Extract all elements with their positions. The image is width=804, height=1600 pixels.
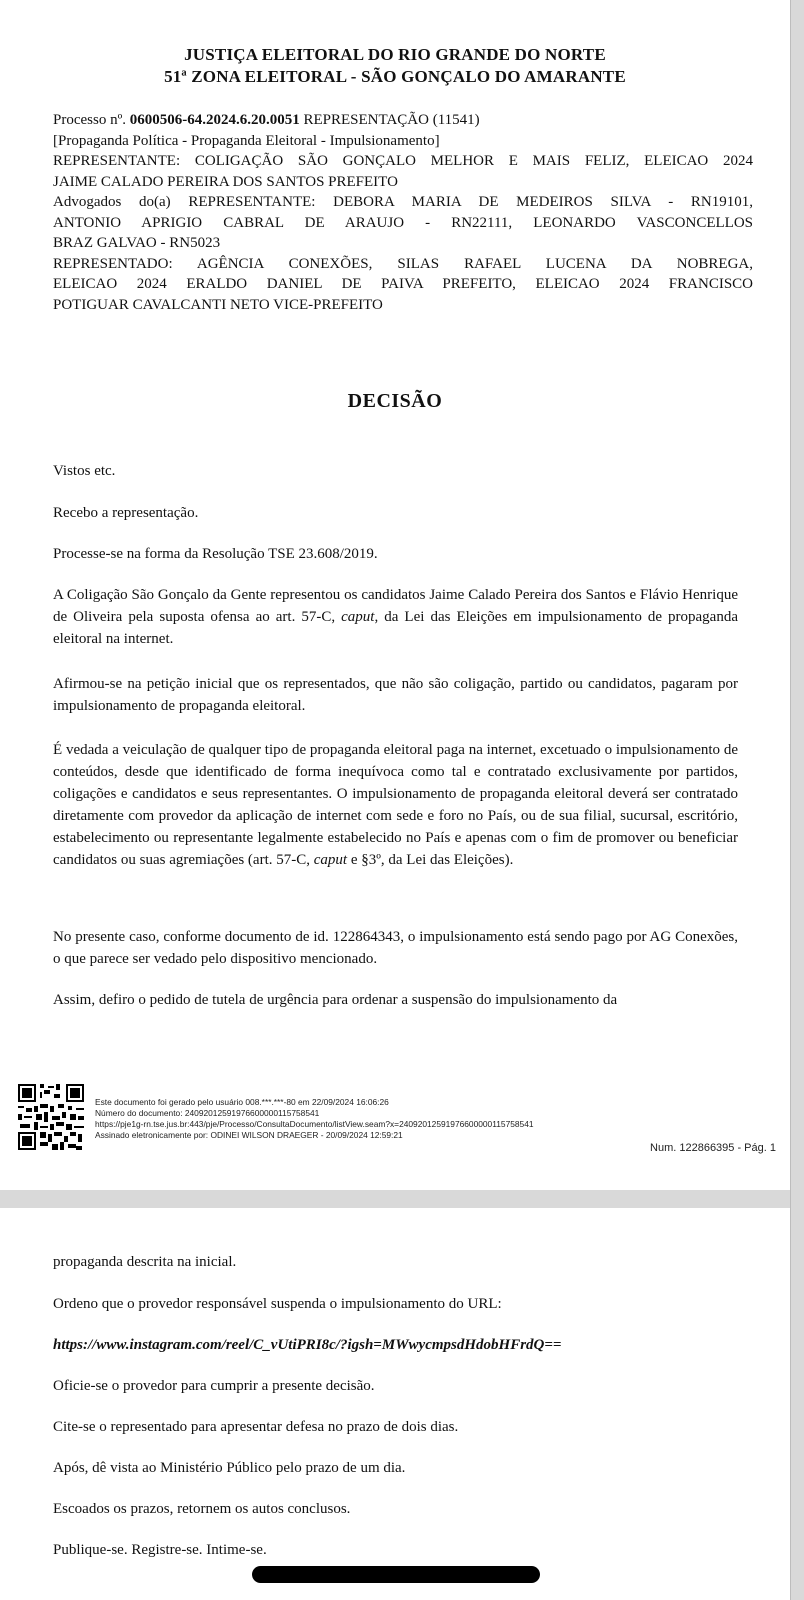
decision-title: DECISÃO bbox=[347, 390, 443, 412]
paragraph-processe: Processe-se na forma da Resolução TSE 23.608/2019. bbox=[53, 546, 378, 562]
paragraph-propaganda: propaganda descrita na inicial. bbox=[53, 1254, 237, 1270]
footer-url: https://pje1g-rn.tse.jus.br:443/pje/Processo/ConsultaDocumento/listView.seam?x=24092012591976600000115758541 bbox=[95, 1119, 534, 1129]
caput-italic: caput bbox=[313, 852, 348, 868]
paragraph-recebo: Recebo a representação. bbox=[53, 505, 199, 521]
representado-line-1: REPRESENTADO: AGÊNCIA CONEXÕES, SILAS RAFAEL LUCENA DA NOBREGA, bbox=[53, 255, 753, 272]
paragraph-apos: Após, dê vista ao Ministério Público pelo prazo de um dia. bbox=[53, 1460, 406, 1476]
advogados-line-1: Advogados do(a) REPRESENTANTE: DEBORA MARIA DE MEDEIROS SILVA - RN19101, bbox=[53, 194, 753, 210]
representado-line-2: ELEICAO 2024 ERALDO DANIEL DE PAIVA PREFEITO, ELEICAO 2024 FRANCISCO bbox=[53, 276, 753, 292]
footer-document-number: Número do documento: 24092012591976600000115758541 bbox=[95, 1108, 320, 1118]
paragraph-oficie: Oficie-se o provedor para cumprir a presente decisão. bbox=[53, 1378, 375, 1394]
electoral-zone: 51ª ZONA ELEITORAL - SÃO GONÇALO DO AMARANTE bbox=[164, 67, 626, 86]
paragraph-vedada bbox=[53, 739, 738, 871]
instagram-url: https://www.instagram.com/reel/C_vUtiPRI8c/?igsh=MWwycmpsdHdobHFrdQ== bbox=[53, 1337, 562, 1353]
paragraph-cite: Cite-se o representado para apresentar defesa no prazo de dois dias. bbox=[53, 1419, 459, 1435]
subject-line: [Propaganda Política - Propaganda Eleitoral - Impulsionamento] bbox=[53, 132, 440, 149]
paragraph-afirmou: Afirmou-se na petição inicial que os representados, que não são coligação, partido ou candidatos, pagaram por impulsionamento de propaganda eleitoral. bbox=[53, 676, 738, 714]
process-type: REPRESENTAÇÃO (11541) bbox=[303, 112, 480, 128]
process-line bbox=[53, 110, 753, 131]
paragraph-text: A Coligação São Gonçalo da Gente representou os candidatos Jaime Calado Pereira dos Santos e Flávio Henrique de Oliveira pela suposta ofensa ao art. 57-C, bbox=[53, 587, 738, 625]
document-header bbox=[0, 44, 790, 88]
paragraph-text: É vedada a veiculação de qualquer tipo de propaganda eleitoral paga na internet, excetuado o impulsionamento de conteúdos, desde que identificado de forma inequívoca como tal e contratado exclusivamente por partidos, coligações e candidatos e seus representantes. O impulsionamento de propaganda eleitoral deverá ser contratado diretamente com provedor da aplicação de internet com sede e foro no País, ou de sua filial, sucursal, escritório, estabelecimento ou representante legalmente estabelecido no País e apenas com o fim de promover ou beneficiar candidatos ou suas agremiações (art. 57-C, bbox=[53, 742, 738, 868]
representado-line-3: POTIGUAR CAVALCANTI NETO VICE-PREFEITO bbox=[53, 296, 383, 313]
advogados-line-3: BRAZ GALVAO - RN5023 bbox=[53, 235, 221, 251]
qr-code-icon bbox=[18, 1084, 84, 1150]
paragraph-escoados: Escoados os prazos, retornem os autos conclusos. bbox=[53, 1501, 351, 1517]
paragraph-ordeno: Ordeno que o provedor responsável suspenda o impulsionamento do URL: bbox=[53, 1296, 502, 1312]
footer-generated-by: Este documento foi gerado pelo usuário 008.***.***-80 em 22/09/2024 16:06:26 bbox=[95, 1097, 389, 1107]
paragraph-publique: Publique-se. Registre-se. Intime-se. bbox=[53, 1542, 267, 1558]
document-footer bbox=[95, 1097, 534, 1141]
page-number: Num. 122866395 - Pág. 1 bbox=[650, 1142, 776, 1154]
process-number: 0600506-64.2024.6.20.0051 bbox=[129, 112, 300, 128]
process-label: Processo nº. bbox=[53, 112, 126, 128]
paragraph-coligacao bbox=[53, 584, 738, 650]
paragraph-text: e §3º, da Lei das Eleições). bbox=[347, 852, 514, 868]
paragraph-text: , da Lei das Eleições em impulsionamento de propaganda eleitoral na internet. bbox=[53, 609, 738, 647]
advogados-line-2: ANTONIO APRIGIO CABRAL DE ARAUJO - RN22111, LEONARDO VASCONCELLOS bbox=[53, 214, 753, 231]
scroll-edge-divider bbox=[790, 0, 791, 1600]
redaction-mark bbox=[252, 1566, 540, 1583]
footer-signature: Assinado eletronicamente por: ODINEI WILSON DRAEGER - 20/09/2024 12:59:21 bbox=[95, 1130, 403, 1140]
case-metadata bbox=[53, 110, 753, 315]
paragraph-presente-caso: No presente caso, conforme documento de id. 122864343, o impulsionamento está sendo pago por AG Conexões, o que parece ser vedado pelo dispositivo mencionado. bbox=[53, 929, 738, 967]
paragraph-vistos: Vistos etc. bbox=[53, 463, 116, 479]
representante-line-1: REPRESENTANTE: COLIGAÇÃO SÃO GONÇALO MELHOR E MAIS FELIZ, ELEICAO 2024 bbox=[53, 153, 753, 169]
caput-italic: caput bbox=[341, 609, 375, 625]
representante-line-2: JAIME CALADO PEREIRA DOS SANTOS PREFEITO bbox=[53, 173, 398, 190]
court-name: JUSTIÇA ELEITORAL DO RIO GRANDE DO NORTE bbox=[184, 45, 606, 64]
paragraph-defiro: Assim, defiro o pedido de tutela de urgência para ordenar a suspensão do impulsionamento da bbox=[53, 992, 618, 1008]
